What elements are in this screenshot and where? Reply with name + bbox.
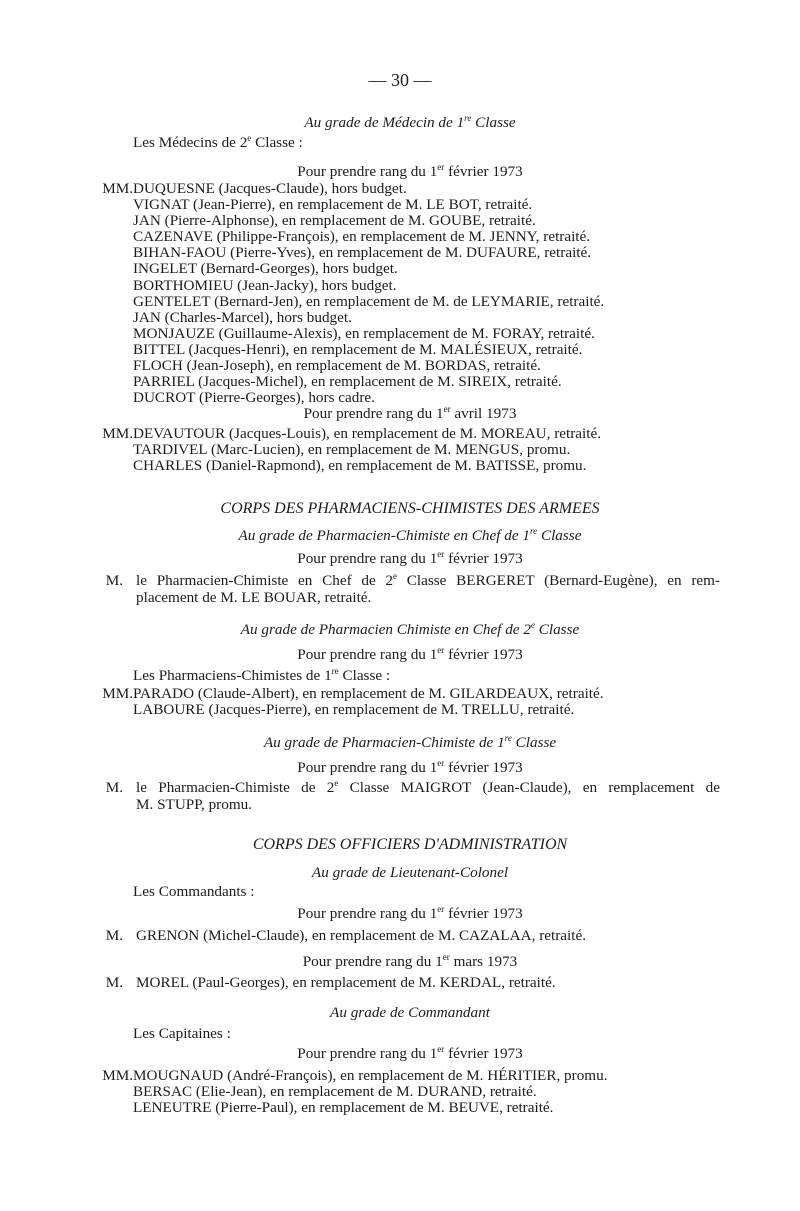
nominee-entry: MOUGNAUD (André-François), en remplacement de M. HÉRITIER, promu.: [133, 1067, 608, 1084]
nominee-entry: BORTHOMIEU (Jean-Jacky), hors budget.: [133, 276, 397, 294]
nominee-entry: PARADO (Claude-Albert), en remplacement de M. GILARDEAUX, retraité.: [133, 685, 604, 702]
nominee-list-items: [133, 426, 601, 474]
nomination-line: le Pharmacien-Chimiste en Chef de 2e Classe BERGERET (Bernard-Eugène), en rem-: [136, 571, 720, 589]
intro-medecins: Les Médecins de 2e Classe :: [133, 133, 303, 151]
m-label: M.: [105, 927, 123, 944]
rank-date: Pour prendre rang du 1er avril 1973: [303, 404, 517, 422]
rank-date: Pour prendre rang du 1er février 1973: [297, 758, 523, 776]
grade-heading: Au grade de Commandant: [330, 1004, 490, 1021]
nominee-entry: VIGNAT (Jean-Pierre), en remplacement de M. LE BOT, retraité.: [133, 196, 533, 214]
nomination-line: MOREL (Paul-Georges), en remplacement de M. KERDAL, retraité.: [136, 974, 556, 991]
intro-commandants: Les Commandants :: [133, 883, 255, 900]
nominee-entry: DUCROT (Pierre-Georges), hors cadre.: [133, 389, 375, 407]
nominee-entry: DEVAUTOUR (Jacques-Louis), en remplacement de M. MOREAU, retraité.: [133, 425, 602, 442]
nominee-entry: CHARLES (Daniel-Rapmond), en remplacement de M. BATISSE, promu.: [133, 457, 587, 475]
rank-date: Pour prendre rang du 1er février 1973: [297, 549, 523, 567]
nominee-entry: FLOCH (Jean-Joseph), en remplacement de M. BORDAS, retraité.: [133, 357, 541, 375]
nominee-entry: JAN (Pierre-Alphonse), en remplacement de M. GOUBE, retraité.: [133, 212, 536, 230]
nomination-line: M. STUPP, promu.: [136, 796, 253, 813]
mm-label: MM.: [102, 180, 133, 197]
grade-heading: Au grade de Pharmacien-Chimiste en Chef de 1re Classe: [238, 526, 582, 544]
nominee-list-items: [133, 1068, 608, 1116]
m-label: M.: [105, 572, 123, 589]
nomination-line: placement de M. LE BOUAR, retraité.: [136, 589, 372, 606]
rank-date: Pour prendre rang du 1er mars 1973: [302, 952, 518, 970]
intro-capitaines: Les Capitaines :: [133, 1025, 231, 1042]
corps-heading-pharmaciens: CORPS DES PHARMACIENS-CHIMISTES DES ARMEES: [220, 500, 600, 517]
page-number: — 30 —: [368, 70, 432, 90]
nominee-entry: BIHAN-FAOU (Pierre-Yves), en remplacement de M. DUFAURE, retraité.: [133, 244, 592, 262]
nominee-list-items: [133, 181, 604, 406]
nominee-entry: DUQUESNE (Jacques-Claude), hors budget.: [133, 180, 407, 197]
m-label: M.: [105, 974, 123, 991]
grade-heading: Au grade de Pharmacien Chimiste en Chef de 2e Classe: [240, 620, 580, 638]
rank-date: Pour prendre rang du 1er février 1973: [297, 1044, 523, 1062]
intro-pharmaciens: Les Pharmaciens-Chimistes de 1re Classe :: [133, 666, 391, 684]
nominee-entry: GENTELET (Bernard-Jen), en remplacement de M. de LEYMARIE, retraité.: [133, 292, 605, 310]
nominee-entry: INGELET (Bernard-Georges), hors budget.: [133, 260, 398, 278]
nomination-line: GRENON (Michel-Claude), en remplacement de M. CAZALAA, retraité.: [136, 927, 586, 944]
nominee-list-items: [133, 686, 604, 718]
mm-label: MM.: [102, 425, 133, 442]
nomination-line: le Pharmacien-Chimiste de 2e Classe MAIGROT (Jean-Claude), en remplacement de: [136, 778, 720, 796]
nominee-entry: MONJAUZE (Guillaume-Alexis), en remplacement de M. FORAY, retraité.: [133, 324, 595, 342]
nominee-entry: BERSAC (Elie-Jean), en remplacement de M. DURAND, retraité.: [133, 1083, 537, 1101]
nominee-entry: JAN (Charles-Marcel), hors budget.: [133, 308, 352, 326]
grade-heading-medecin: Au grade de Médecin de 1re Classe: [304, 113, 516, 131]
nominee-entry: TARDIVEL (Marc-Lucien), en remplacement de M. MENGUS, promu.: [133, 441, 571, 459]
rank-date: Pour prendre rang du 1er février 1973: [297, 162, 523, 180]
rank-date: Pour prendre rang du 1er février 1973: [297, 645, 523, 663]
grade-heading: Au grade de Lieutenant-Colonel: [311, 864, 509, 881]
mm-label: MM.: [102, 685, 133, 702]
corps-heading-officiers: CORPS DES OFFICIERS D'ADMINISTRATION: [252, 836, 568, 853]
nominee-entry: CAZENAVE (Philippe-François), en remplacement de M. JENNY, retraité.: [133, 228, 591, 246]
mm-label: MM.: [102, 1067, 133, 1084]
nominee-entry: LENEUTRE (Pierre-Paul), en remplacement de M. BEUVE, retraité.: [133, 1099, 554, 1117]
grade-heading: Au grade de Pharmacien-Chimiste de 1re Classe: [263, 733, 557, 751]
nominee-entry: LABOURE (Jacques-Pierre), en remplacement de M. TRELLU, retraité.: [133, 701, 575, 719]
nominee-entry: PARRIEL (Jacques-Michel), en remplacement de M. SIREIX, retraité.: [133, 373, 562, 391]
rank-date: Pour prendre rang du 1er février 1973: [297, 904, 523, 922]
nominee-entry: BITTEL (Jacques-Henri), en remplacement de M. MALÉSIEUX, retraité.: [133, 340, 583, 358]
m-label: M.: [105, 779, 123, 796]
